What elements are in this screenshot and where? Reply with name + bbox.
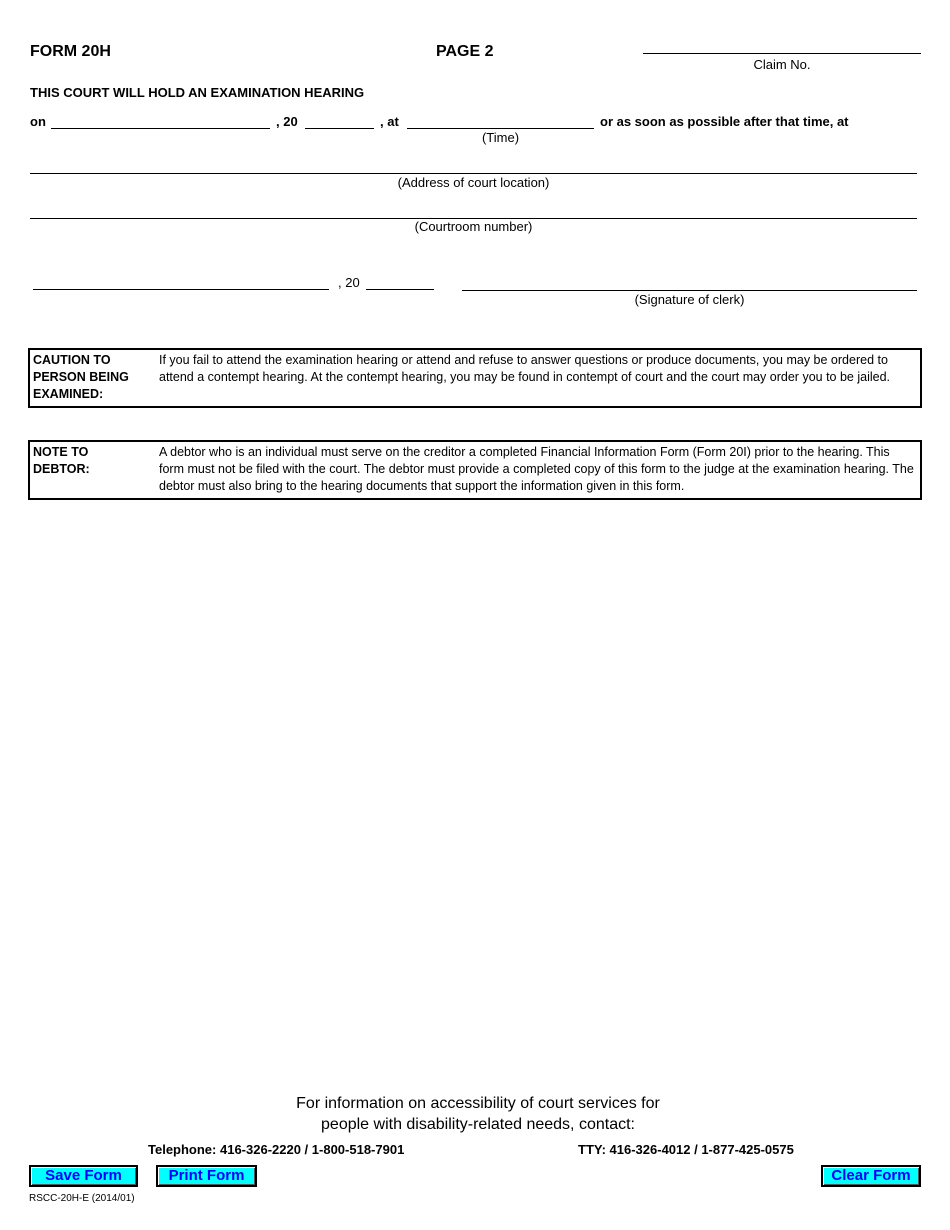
save-form-button[interactable]: Save Form xyxy=(29,1165,138,1187)
on-label: on xyxy=(30,114,46,129)
note-label-line1: NOTE TO xyxy=(33,445,89,459)
after-text: or as soon as possible after that time, at xyxy=(600,114,849,129)
hearing-year-field[interactable] xyxy=(305,128,374,129)
caution-label-line1: CAUTION TO xyxy=(33,353,111,367)
signature-date-field[interactable] xyxy=(33,289,329,290)
signature-year-field[interactable] xyxy=(366,289,434,290)
form-code: RSCC-20H-E (2014/01) xyxy=(29,1193,135,1204)
courtroom-caption: (Courtroom number) xyxy=(414,219,533,234)
page-label: PAGE 2 xyxy=(436,43,494,60)
signature-year-prefix: , 20 xyxy=(338,275,360,290)
caution-box xyxy=(28,348,922,408)
note-text: A debtor who is an individual must serve on the creditor a completed Financial Information Form (Form 20I) prior to the hearing. This form must not be filed with the court. The debtor must provide a completed copy of this form to the judge at the examination hearing. The debtor must also bring to the hearing documents that support the information given in this form. xyxy=(159,445,914,493)
address-caption: (Address of court location) xyxy=(397,175,550,190)
claim-no-caption: Claim No. xyxy=(753,57,811,72)
clerk-caption: (Signature of clerk) xyxy=(634,292,745,307)
telephone-info: Telephone: 416-326-2220 / 1-800-518-7901 xyxy=(148,1142,405,1157)
hearing-time-field[interactable] xyxy=(407,128,594,129)
hearing-intro: THIS COURT WILL HOLD AN EXAMINATION HEARING xyxy=(30,85,365,100)
time-caption: (Time) xyxy=(481,130,520,145)
note-box xyxy=(28,440,922,500)
accessibility-info xyxy=(0,1093,950,1135)
clear-form-button[interactable]: Clear Form xyxy=(821,1165,921,1187)
tty-info: TTY: 416-326-4012 / 1-877-425-0575 xyxy=(578,1142,794,1157)
caution-label-line2: PERSON BEING xyxy=(33,370,129,384)
court-address-field[interactable] xyxy=(30,173,917,174)
print-form-button[interactable]: Print Form xyxy=(156,1165,257,1187)
clerk-signature-field[interactable] xyxy=(462,290,917,291)
hearing-date-field[interactable] xyxy=(51,128,270,129)
at-label: , at xyxy=(380,114,399,129)
accessibility-line1: For information on accessibility of court services for xyxy=(296,1095,660,1112)
accessibility-line2: people with disability-related needs, contact: xyxy=(321,1116,635,1133)
note-label xyxy=(30,442,159,498)
note-label-line2: DEBTOR: xyxy=(33,462,90,476)
year-prefix-label: , 20 xyxy=(276,114,298,129)
caution-text: If you fail to attend the examination hearing or attend and refuse to answer questions or produce documents, you may be ordered to attend a contempt hearing. At the contempt hearing, you may be found in contempt of court and the court may order you to be jailed. xyxy=(159,353,890,384)
claim-no-field[interactable] xyxy=(643,53,921,54)
caution-label xyxy=(30,350,159,406)
caution-label-line3: EXAMINED: xyxy=(33,387,104,401)
form-title: FORM 20H xyxy=(30,43,111,60)
